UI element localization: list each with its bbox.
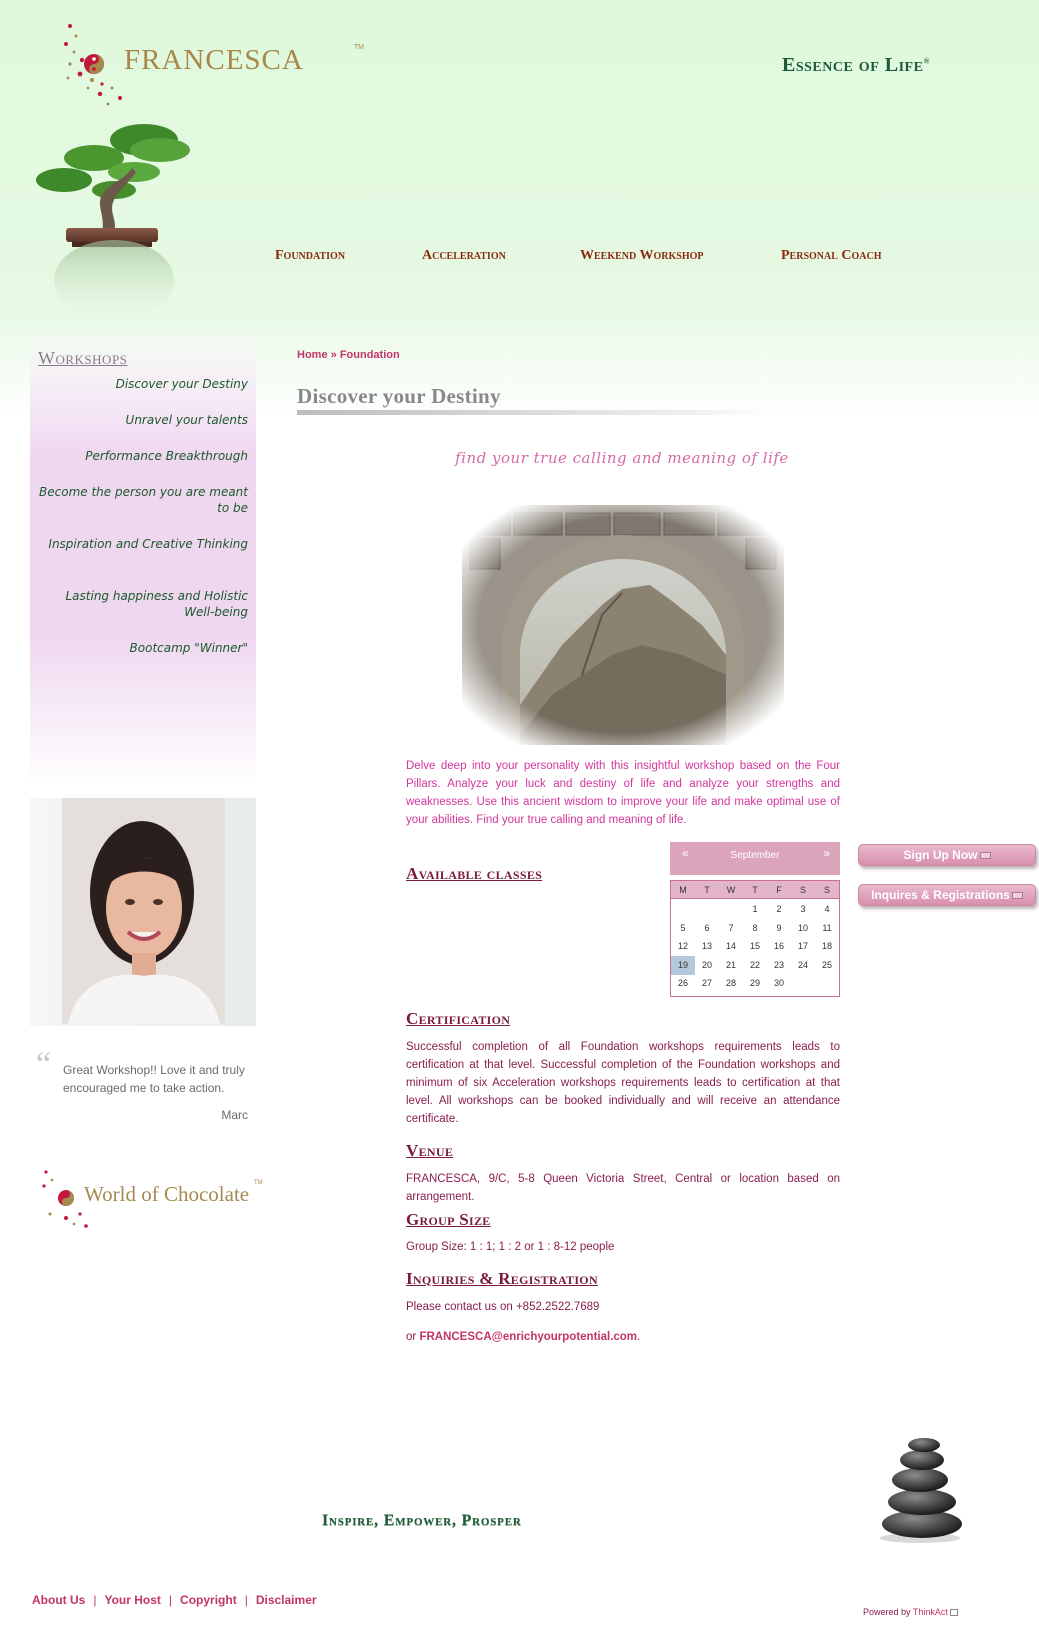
calendar-day[interactable]: 27 — [701, 978, 712, 988]
breadcrumb-current[interactable]: Foundation — [339, 349, 400, 361]
calendar-prev-button[interactable]: « — [682, 846, 689, 860]
bonsai-tree-icon — [34, 120, 210, 330]
nav-weekend-workshop[interactable]: Weekend Workshop — [580, 248, 704, 263]
calendar-weekday: T — [704, 885, 710, 895]
chocolate-logo-trademark: TM — [254, 1180, 263, 1186]
email-link[interactable]: FRANCESCA@enrichyourpotential.com — [419, 1331, 638, 1343]
heading-available-classes: Available classes — [406, 864, 543, 883]
site-tagline-text: Essence of Life — [782, 54, 924, 76]
francesca-logo[interactable] — [62, 22, 365, 106]
sidebar-item-bootcamp[interactable]: Bootcamp "Winner" — [129, 641, 248, 655]
page-title: Discover your Destiny — [297, 384, 501, 408]
calendar-day[interactable]: 14 — [725, 941, 736, 951]
calendar-day[interactable]: 22 — [749, 959, 760, 970]
calendar-next-button[interactable]: » — [823, 846, 830, 860]
calendar-day[interactable]: 18 — [821, 941, 832, 951]
nav-acceleration[interactable]: Acceleration — [422, 248, 506, 263]
email-line — [406, 1328, 840, 1346]
page-subtitle: find your true calling and meaning of life — [455, 449, 789, 467]
calendar-weekday: W — [726, 885, 736, 895]
calendar-day[interactable]: 6 — [704, 922, 710, 933]
chocolate-logo-text: World of Chocolate — [84, 1182, 250, 1206]
certification-text: Successful completion of all Foundation workshops requirements leads to certification at that level. Successful completion of the Foundation workshops and minimum of six Acceleration workshops requirements leads to certification at that level. All workshops can be booked individually and will receive an attendance certificate. — [406, 1041, 840, 1125]
calendar-weekday: S — [799, 885, 806, 895]
calendar-day[interactable]: 8 — [752, 922, 758, 933]
portrait-figure-icon — [62, 798, 225, 1024]
heading-inquiries: Inquiries & Registration — [406, 1269, 598, 1288]
calendar-day[interactable]: 17 — [797, 941, 808, 951]
nav-foundation[interactable]: Foundation — [275, 248, 346, 263]
powered-by — [863, 1607, 958, 1617]
world-of-chocolate-logo[interactable] — [40, 1168, 263, 1230]
footer-link-about-us[interactable]: About Us — [32, 1593, 86, 1607]
quote-mark-icon: “ — [36, 1046, 52, 1083]
testimonial-author: Marc — [221, 1108, 248, 1122]
calendar-empty-cell — [671, 900, 695, 919]
calendar-day[interactable]: 7 — [728, 922, 734, 933]
calendar-day[interactable]: 19 — [671, 956, 695, 975]
host-portrait — [30, 798, 256, 1026]
calendar-day[interactable]: 29 — [749, 978, 760, 988]
nav-personal-coach[interactable]: Personal Coach — [781, 248, 882, 263]
top-navigation — [275, 248, 915, 268]
host-photo — [62, 798, 225, 1024]
workshops-sidebar — [30, 336, 256, 786]
footer-link-copyright[interactable]: Copyright — [180, 1593, 237, 1607]
class-calendar — [670, 842, 840, 997]
breadcrumb-separator: » — [330, 349, 337, 361]
external-link-icon — [980, 852, 991, 859]
calendar-day[interactable]: 12 — [677, 941, 688, 951]
calendar-empty-cell — [815, 974, 839, 993]
footer-separator: | — [93, 1593, 97, 1607]
calendar-day[interactable]: 26 — [677, 978, 688, 988]
calendar-day[interactable]: 3 — [800, 904, 806, 914]
sidebar-item-unravel-talents[interactable]: Unravel your talents — [125, 413, 248, 427]
inquiries-registrations-button[interactable] — [858, 884, 1036, 906]
email-period: . — [637, 1331, 641, 1343]
calendar-day[interactable]: 1 — [752, 904, 758, 914]
breadcrumb-home[interactable]: Home — [297, 349, 328, 361]
calendar-day[interactable]: 11 — [822, 922, 832, 933]
calendar-month: September — [730, 850, 780, 861]
site-tagline — [782, 54, 930, 77]
sidebar-item-discover-destiny[interactable]: Discover your Destiny — [115, 377, 248, 391]
calendar-empty-cell — [719, 900, 743, 919]
title-underline — [297, 410, 777, 415]
calendar-grid — [670, 880, 840, 997]
calendar-day[interactable]: 21 — [725, 959, 736, 970]
calendar-day[interactable]: 16 — [773, 941, 784, 951]
calendar-day[interactable]: 20 — [701, 959, 712, 970]
page-title-block — [297, 384, 777, 412]
powered-by-label: Powered by — [863, 1607, 911, 1617]
calendar-day[interactable]: 25 — [821, 959, 832, 970]
calendar-weekday: F — [776, 885, 782, 895]
calendar-day[interactable]: 4 — [824, 904, 830, 914]
sidebar-title: Workshops — [38, 348, 128, 368]
inquiries-registrations-label: Inquires & Registrations — [871, 888, 1010, 902]
heading-group-size: Group Size — [406, 1210, 491, 1229]
external-link-icon — [1012, 892, 1023, 899]
contact-text: Please contact us on +852.2522.7689 — [406, 1301, 600, 1313]
footer-tagline: Inspire, Empower, Prosper — [322, 1512, 522, 1529]
group-size-text: Group Size: 1 : 1; 1 : 2 or 1 : 8-12 people — [406, 1241, 615, 1253]
breadcrumb — [297, 349, 400, 361]
calendar-day[interactable]: 28 — [725, 978, 736, 988]
powered-by-brand[interactable]: ThinkAct — [912, 1607, 948, 1617]
heading-certification: Certification — [406, 1009, 511, 1028]
heading-venue: Venue — [406, 1141, 454, 1160]
logo-wordmark: FRANCESCA — [124, 44, 304, 76]
calendar-day[interactable]: 10 — [797, 922, 808, 933]
calendar-day[interactable]: 24 — [797, 959, 808, 970]
calendar-day[interactable]: 2 — [776, 904, 782, 914]
sidebar-item-become-person[interactable]: Become the person you are meant to be — [39, 485, 248, 515]
calendar-day[interactable]: 30 — [773, 978, 784, 988]
sign-up-now-label: Sign Up Now — [903, 848, 978, 862]
footer-separator: | — [168, 1593, 173, 1607]
calendar-header — [670, 842, 840, 875]
venue-text: FRANCESCA, 9/C, 5-8 Queen Victoria Street, Central or location based on arrangement. — [406, 1173, 840, 1203]
great-wall-arch-image — [462, 505, 784, 745]
footer-separator: | — [244, 1593, 248, 1607]
calendar-day[interactable]: 15 — [749, 941, 760, 951]
site-tagline-mark: ® — [923, 56, 930, 66]
calendar-weekday: T — [752, 885, 758, 895]
calendar-empty-cell — [791, 974, 815, 993]
calendar-day[interactable]: 23 — [773, 959, 784, 970]
sidebar-item-performance-breakthrough[interactable]: Performance Breakthrough — [85, 449, 248, 463]
chocolate-logo-dots-icon — [40, 1168, 90, 1230]
footer-link-disclaimer[interactable]: Disclaimer — [255, 1593, 317, 1607]
calendar-weekday: M — [679, 885, 687, 895]
intro-paragraph: Delve deep into your personality with this insightful workshop based on the Four Pillars. Analyze your luck and destiny of life and analyze your strengths and weaknesses. Use this ancient wisdom to improve your life and make optimal use of your abilities. Find your true calling and meaning of life. — [406, 760, 840, 826]
footer-link-your-host[interactable]: Your Host — [104, 1593, 161, 1607]
calendar-day[interactable]: 13 — [701, 941, 712, 951]
calendar-weekday: S — [823, 885, 830, 895]
calendar-weekday-row — [671, 881, 839, 899]
calendar-empty-cell — [695, 900, 719, 919]
sidebar-item-inspiration[interactable]: Inspiration and Creative Thinking — [48, 537, 248, 551]
email-or: or — [406, 1331, 417, 1343]
logo-trademark: TM — [354, 44, 365, 51]
footer-links — [32, 1593, 317, 1607]
zen-stones-icon — [868, 1438, 972, 1544]
logo-dots-icon — [62, 22, 132, 106]
calendar-day[interactable]: 5 — [680, 922, 686, 933]
sign-up-now-button[interactable] — [858, 844, 1036, 866]
calendar-day[interactable]: 9 — [776, 922, 782, 933]
testimonial-text: Great Workshop!! Love it and truly encouraged me to take action. — [63, 1063, 245, 1095]
external-link-icon — [950, 1609, 958, 1616]
sidebar-item-lasting-happiness[interactable]: Lasting happiness and Holistic Well-being — [65, 589, 248, 619]
